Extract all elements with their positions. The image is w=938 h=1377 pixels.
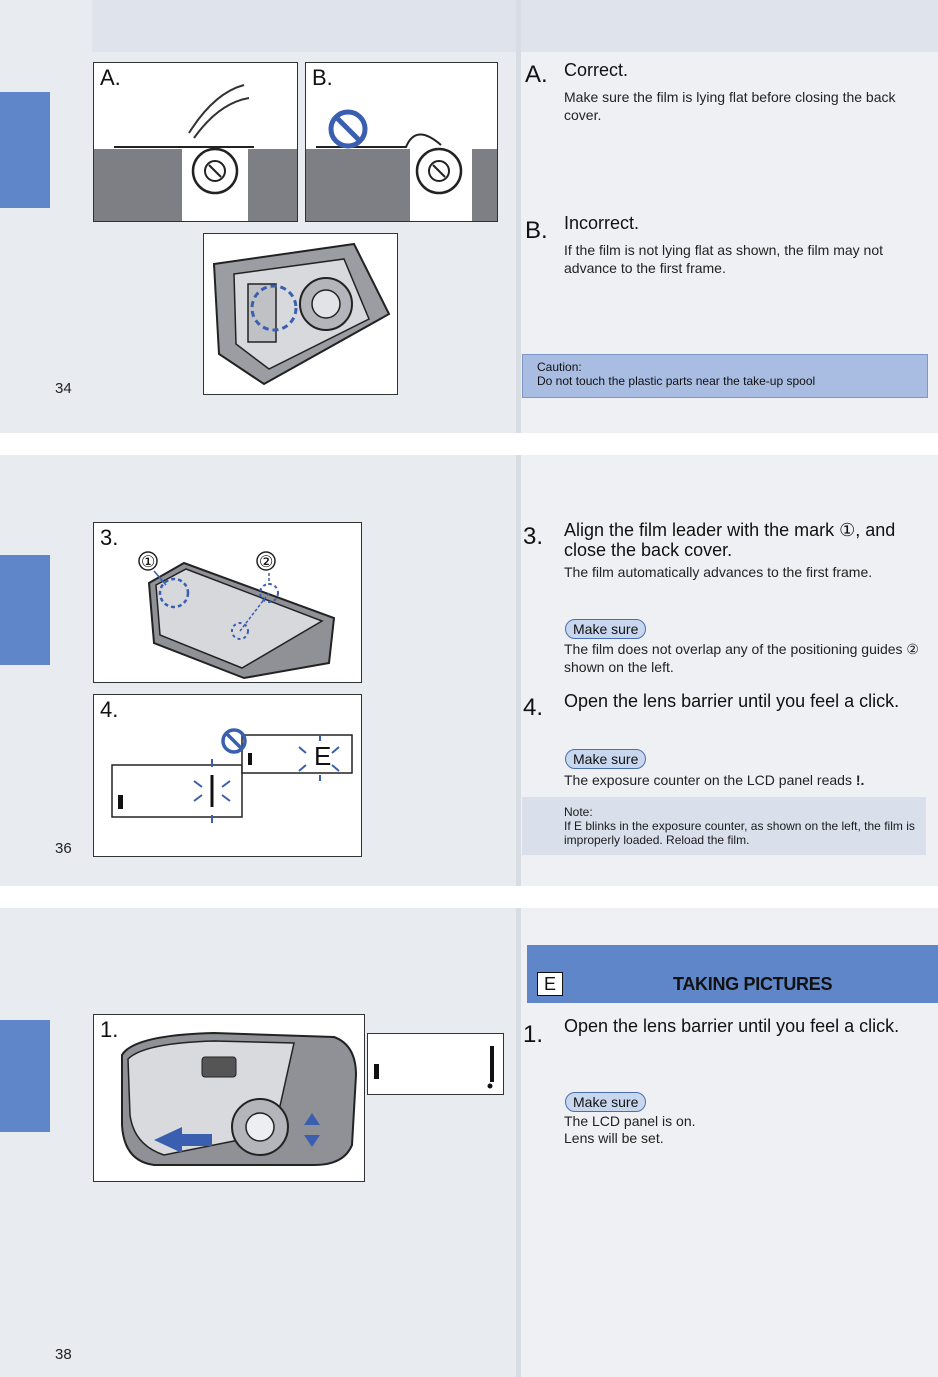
note-text: If E blinks in the exposure counter, as shown on the left, the film is improperly loaded. Reload the film. <box>564 819 915 847</box>
gutter <box>516 908 521 1377</box>
section-tab <box>0 1020 50 1132</box>
film-not-flat-illustration <box>306 63 497 221</box>
item-b-body: If the film is not lying flat as shown, the film may not advance to the first frame. <box>564 242 884 276</box>
section-banner <box>527 945 938 1003</box>
spread-page-36 <box>0 455 938 886</box>
section-letter-e: E <box>537 972 563 996</box>
section-title: TAKING PICTURES <box>673 974 833 994</box>
figure-1-camera <box>93 1014 365 1182</box>
marker-1: ① <box>141 554 156 571</box>
figure-3-label: 3. <box>100 525 119 550</box>
note-title: Note: <box>564 805 593 819</box>
figure-4-label: 4. <box>100 697 119 722</box>
lcd-counter-illustration <box>94 695 361 856</box>
figure-b-incorrect <box>305 62 498 222</box>
make-sure-badge: Make sure <box>565 1092 646 1112</box>
make-sure-text: The film does not overlap any of the positioning guides ② shown on the left. <box>564 641 919 675</box>
bleed-through-header <box>92 0 516 52</box>
film-leader-illustration <box>94 523 361 682</box>
page-number: 34 <box>55 380 72 397</box>
figure-a-correct <box>93 62 298 222</box>
marker-2: ② <box>259 554 274 571</box>
camera-back-illustration <box>203 233 398 395</box>
figure-b-label: B. <box>312 65 333 90</box>
make-sure-badge: Make sure <box>565 619 646 639</box>
note-box <box>522 797 926 855</box>
item-a-letter: A. <box>525 61 548 88</box>
figure-1-label: 1. <box>100 1017 119 1042</box>
section-tab <box>0 92 50 208</box>
make-sure-line-2: Lens will be set. <box>564 1130 664 1146</box>
spread-page-38 <box>0 908 938 1377</box>
step-3-heading: Align the film leader with the mark ①, and close the back cover. <box>564 520 896 560</box>
step-1-heading: Open the lens barrier until you feel a click. <box>564 1016 900 1036</box>
make-sure-text-main: The exposure counter on the LCD panel reads <box>564 772 852 788</box>
step-3-body: The film automatically advances to the first frame. <box>564 564 873 580</box>
item-a-heading: Correct. <box>564 60 629 80</box>
figure-a-label: A. <box>100 65 121 90</box>
camera-front-illustration <box>94 1015 364 1181</box>
caution-box <box>522 354 928 398</box>
page-number: 38 <box>55 1346 72 1363</box>
bleed-through-header-right <box>521 0 938 52</box>
lcd-panel-illustration <box>367 1033 504 1095</box>
spread-page-34 <box>0 0 938 433</box>
step-1-number: 1. <box>523 1021 544 1048</box>
figure-4 <box>93 694 362 857</box>
step-4-number: 4. <box>523 694 544 721</box>
item-a-body: Make sure the film is lying flat before closing the back cover. <box>564 89 896 123</box>
step-4-heading: Open the lens barrier until you feel a click. <box>564 691 900 711</box>
counter-glyph: !. <box>855 772 865 788</box>
film-flat-illustration <box>94 63 297 221</box>
caution-title: Caution: <box>537 360 582 374</box>
make-sure-badge: Make sure <box>565 749 646 769</box>
gutter <box>516 455 521 886</box>
gutter <box>516 0 521 433</box>
caution-text: Do not touch the plastic parts near the take-up spool <box>537 374 816 388</box>
item-b-letter: B. <box>525 217 548 244</box>
step-3-number: 3. <box>523 523 544 550</box>
page-number: 36 <box>55 840 72 857</box>
make-sure-text <box>564 771 924 789</box>
section-tab <box>0 555 50 665</box>
svg-text:E: E <box>314 741 332 771</box>
item-b-heading: Incorrect. <box>564 213 640 233</box>
figure-3 <box>93 522 362 683</box>
make-sure-line-1: The LCD panel is on. <box>564 1113 696 1129</box>
prohibited-icon <box>331 112 365 146</box>
